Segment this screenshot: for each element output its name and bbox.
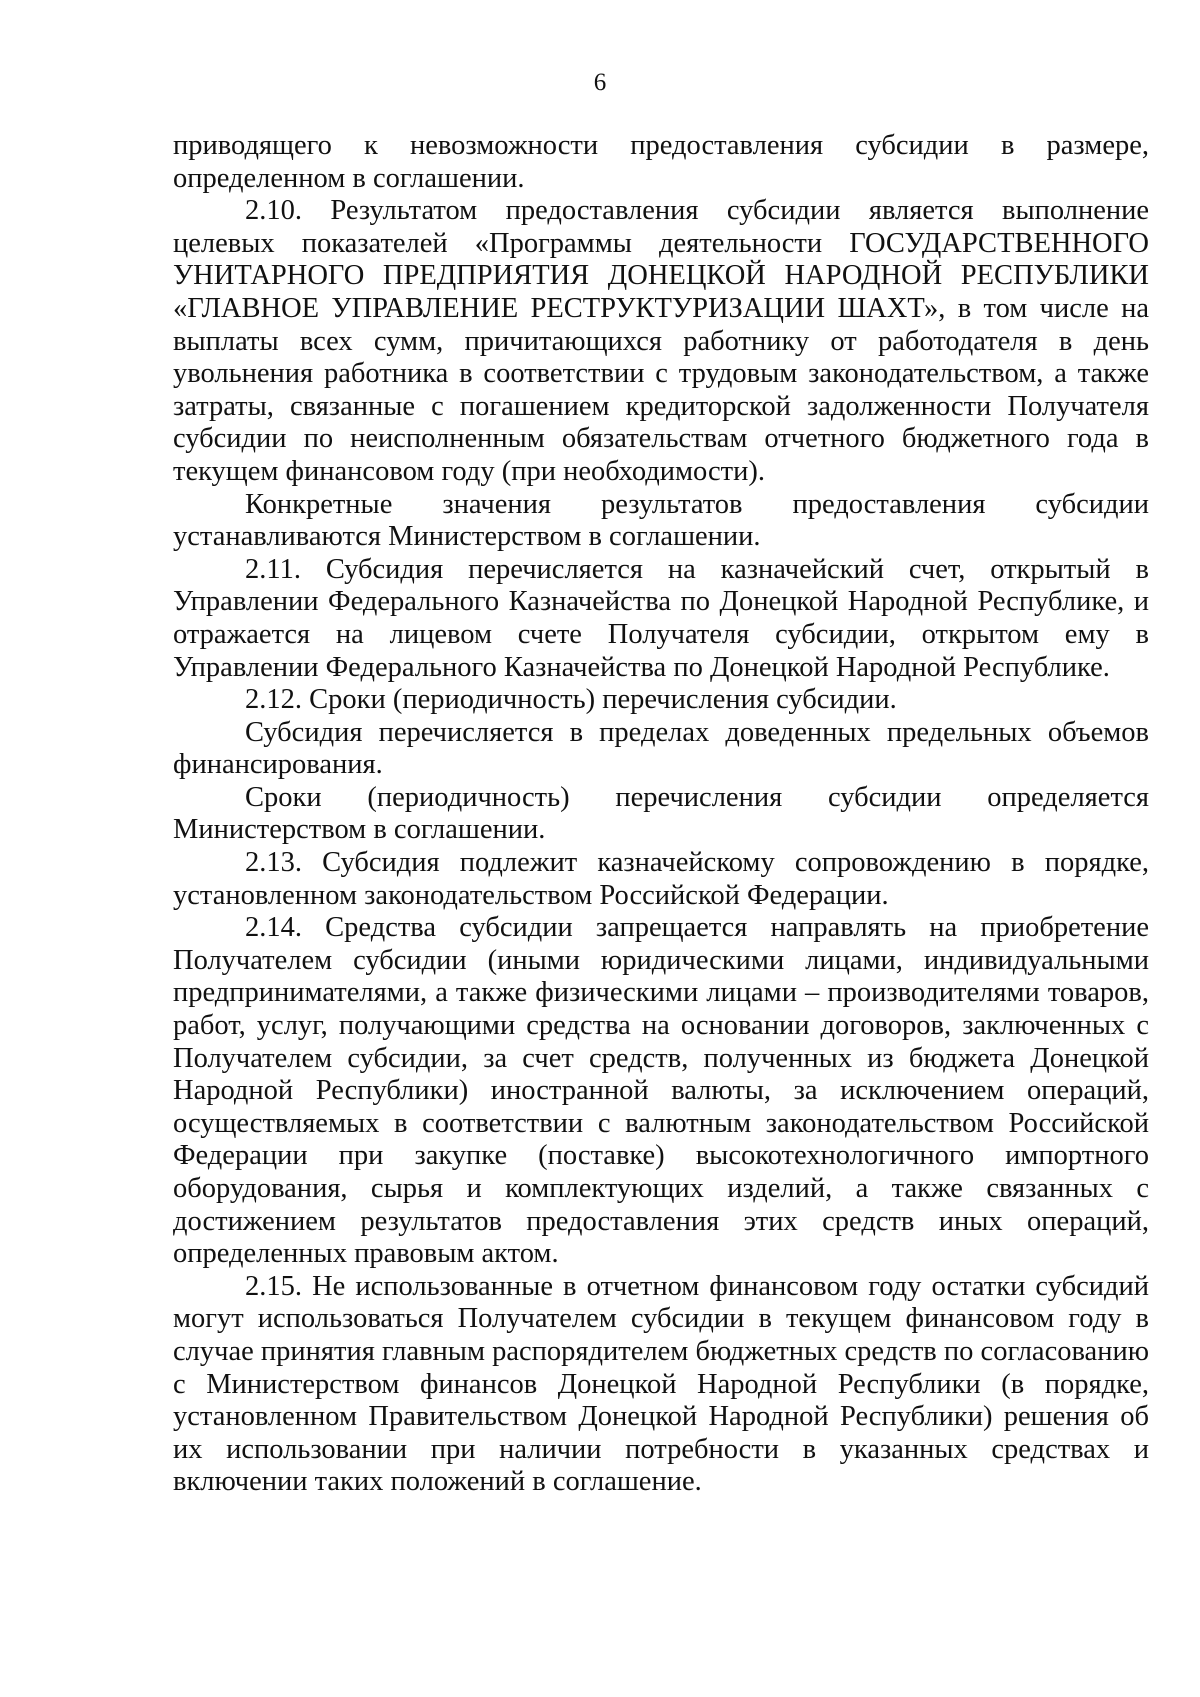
paragraph-continuation: приводящего к невозможности предоставления субсидии в размере, определенном в соглашении.	[173, 130, 1149, 194]
paragraph-2-11: 2.11. Субсидия перечисляется на казначейский счет, открытый в Управлении Федерального Казначейства по Донецкой Народной Республике, и отражается на лицевом счете Получателя субсидии, открытом ему в Управлении Федерального Казначейства по Донецкой Народной Республике.	[173, 553, 1149, 683]
paragraph-transfer-terms: Сроки (периодичность) перечисления субсидии определяется Министерством в соглашении.	[173, 781, 1149, 846]
document-body	[173, 130, 1149, 1499]
paragraph-2-10: 2.10. Результатом предоставления субсидии является выполнение целевых показателей «Программы деятельности ГОСУДАРСТВЕННОГО УНИТАРНОГО ПРЕДПРИЯТИЯ ДОНЕЦКОЙ НАРОДНОЙ РЕСПУБЛИКИ «ГЛАВНОЕ УПРАВЛЕНИЕ РЕСТРУКТУРИЗАЦИИ ШАХТ», в том числе на выплаты всех сумм, причитающихся работнику от работодателя в день увольнения работника в соответствии с трудовым законодательством, а также затраты, связанные с погашением кредиторской задолженности Получателя субсидии по неисполненным обязательствам отчетного бюджетного года в текущем финансовом году (при необходимости).	[173, 195, 1149, 487]
paragraph-2-12: 2.12. Сроки (периодичность) перечисления субсидии.	[245, 684, 897, 716]
paragraph-transfer-limits: Субсидия перечисляется в пределах доведенных предельных объемов финансирования.	[173, 716, 1149, 781]
paragraph-2-14: 2.14. Средства субсидии запрещается направлять на приобретение Получателем субсидии (иными юридическими лицами, индивидуальными предпринимателями, а также физическими лицами – производителями товаров, работ, услуг, получающими средства на основании договоров, заключенных с Получателем субсидии, за счет средств, полученных из бюджета Донецкой Народной Республики) иностранной валюты, за исключением операций, осуществляемых в соответствии с валютным законодательством Российской Федерации при закупке (поставке) высокотехнологичного импортного оборудования, сырья и комплектующих изделий, а также связанных с достижением результатов предоставления этих средств иных операций, определенных правовым актом.	[173, 912, 1149, 1270]
page-number: 6	[593, 69, 607, 96]
paragraph-2-15: 2.15. Не использованные в отчетном финансовом году остатки субсидий могут использоваться Получателем субсидии в текущем финансовом году в случае принятия главным распорядителем бюджетных средств по согласованию с Министерством финансов Донецкой Народной Республики (в порядке, установленном Правительством Донецкой Народной Республики) решения об их использовании при наличии потребности в указанных средствах и включении таких положений в соглашение.	[173, 1270, 1149, 1498]
paragraph-result-values: Конкретные значения результатов предоставления субсидии устанавливаются Министерством в соглашении.	[173, 488, 1149, 553]
paragraph-2-13: 2.13. Субсидия подлежит казначейскому сопровождению в порядке, установленном законодательством Российской Федерации.	[173, 847, 1149, 911]
